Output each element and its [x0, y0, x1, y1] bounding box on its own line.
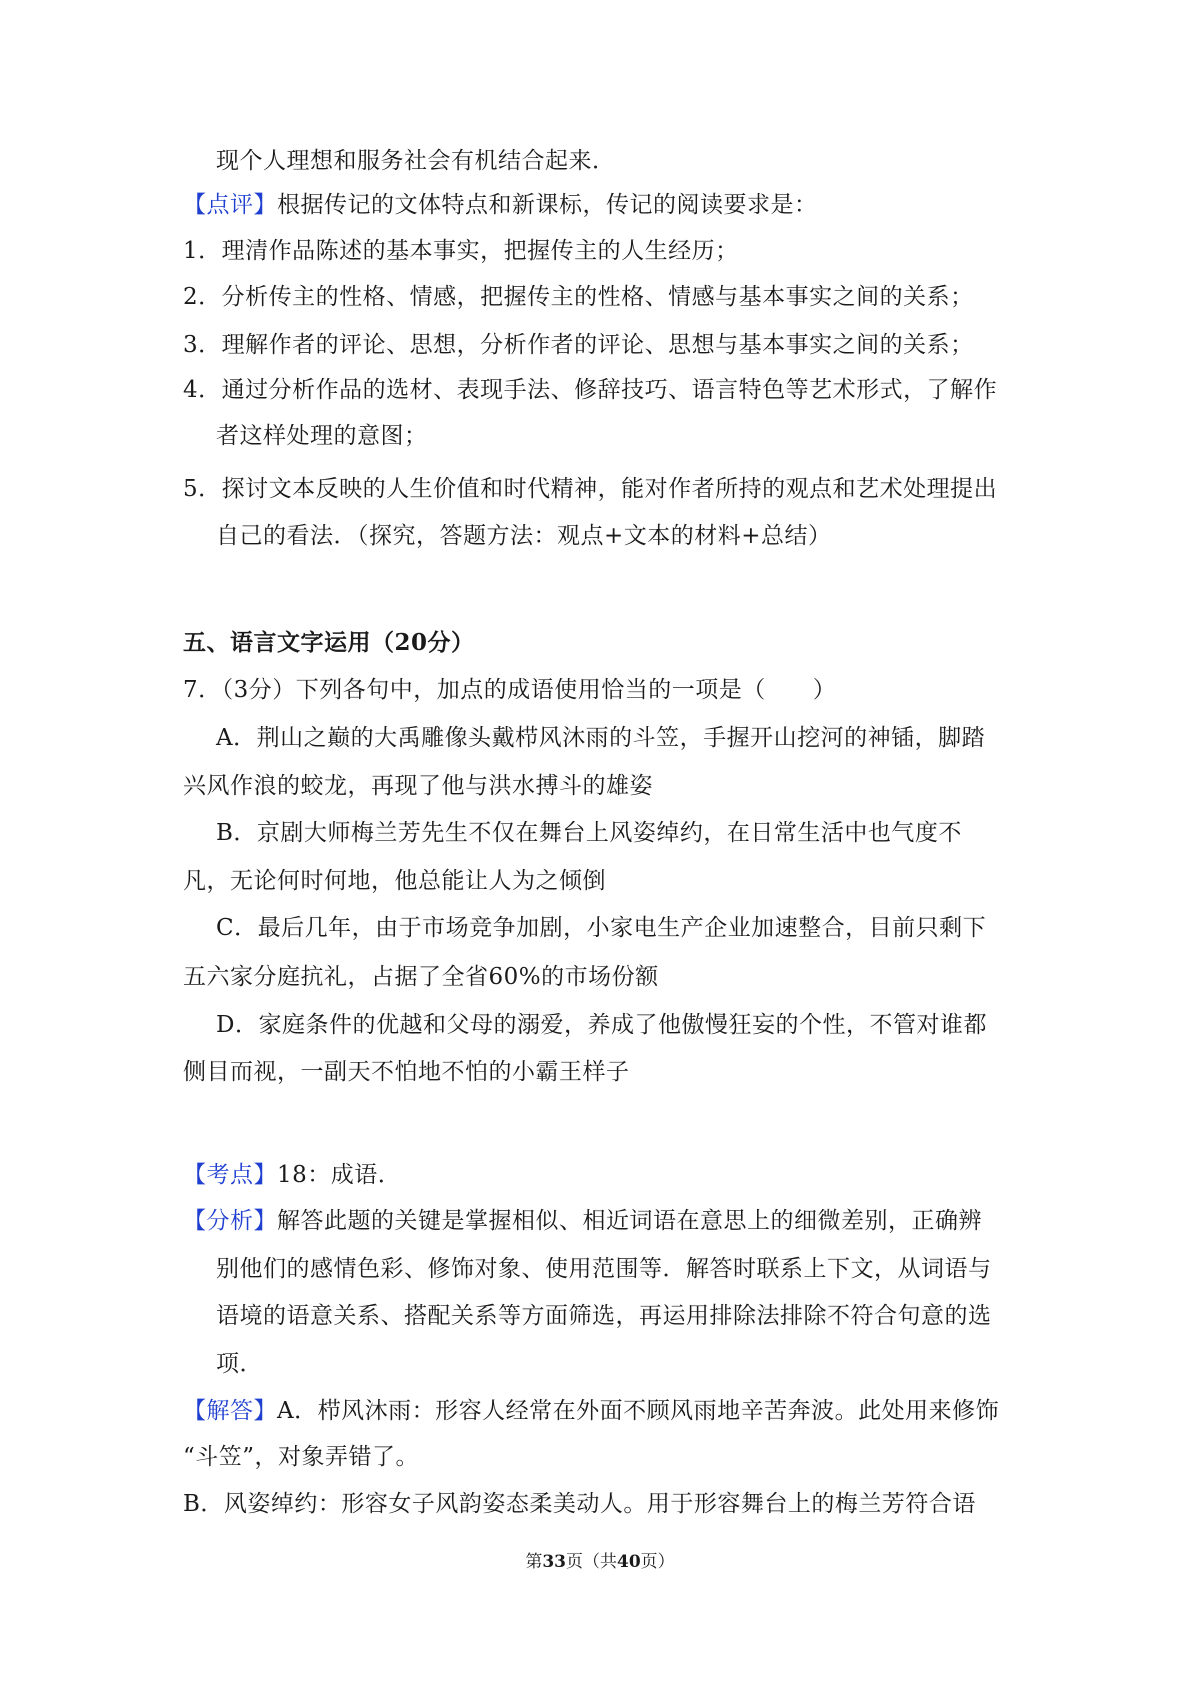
footer-middle: 页（共 [566, 1552, 617, 1572]
fenxi-paragraph [183, 1206, 982, 1236]
option-c-cont: 五六家分庭抗礼，占据了全省60%的市场份额 [183, 964, 659, 990]
jieda-paragraph [183, 1396, 999, 1426]
requirement-2: 2．分析传主的性格、情感，把握传主的性格、情感与基本事实之间的关系； [183, 284, 974, 310]
jieda-tag: 【解答】 [183, 1398, 277, 1424]
option-b-cont: 凡，无论何时何地，他总能让人为之倾倒 [183, 868, 606, 894]
requirement-5: 5．探讨文本反映的人生价值和时代精神，能对作者所持的观点和艺术处理提出 [183, 476, 998, 502]
fenxi-cont-1: 别他们的感情色彩、修饰对象、使用范围等．解答时联系上下文，从词语与 [216, 1256, 992, 1282]
fenxi-text: 解答此题的关键是掌握相似、相近词语在意思上的细微差别，正确辨 [277, 1208, 982, 1234]
jieda-b: B．风姿绰约：形容女子风韵姿态柔美动人。用于形容舞台上的梅兰芳符合语 [183, 1491, 976, 1517]
fenxi-tag: 【分析】 [183, 1208, 277, 1234]
comment-text: 根据传记的文体特点和新课标，传记的阅读要求是： [277, 192, 818, 218]
text-line: 现个人理想和服务社会有机结合起来． [216, 148, 616, 174]
requirement-4: 4．通过分析作品的选材、表现手法、修辞技巧、语言特色等艺术形式，了解作 [183, 377, 998, 403]
option-a: A．荆山之巅的大禹雕像头戴栉风沐雨的斗笠，手握开山挖河的神锸，脚踏 [216, 725, 986, 751]
fenxi-cont-2: 语境的语意关系、搭配关系等方面筛选，再运用排除法排除不符合句意的选 [216, 1303, 992, 1329]
section-heading: 五、语言文字运用（20分） [183, 629, 475, 656]
kaodian-paragraph [183, 1160, 401, 1190]
jieda-cont: “斗笠”，对象弄错了。 [183, 1444, 420, 1470]
kaodian-text: 18：成语． [277, 1162, 402, 1188]
footer-suffix: 页） [640, 1552, 675, 1572]
footer-prefix: 第 [525, 1552, 543, 1572]
option-d-cont: 侧目而视，一副天不怕地不怕的小霸王样子 [183, 1059, 630, 1085]
page-number: 33 [542, 1552, 566, 1572]
question-7: 7．（3分）下列各句中，加点的成语使用恰当的一项是（ ） [183, 677, 837, 703]
fenxi-cont-3: 项． [216, 1351, 263, 1377]
total-pages: 40 [617, 1552, 641, 1572]
comment-tag: 【点评】 [183, 192, 277, 218]
requirement-3: 3．理解作者的评论、思想，分析作者的评论、思想与基本事实之间的关系； [183, 332, 974, 358]
option-a-cont: 兴风作浪的蛟龙，再现了他与洪水搏斗的雄姿 [183, 773, 653, 799]
requirement-4-cont: 者这样处理的意图； [216, 423, 428, 449]
kaodian-tag: 【考点】 [183, 1162, 277, 1188]
jieda-text: A．栉风沐雨：形容人经常在外面不顾风雨地辛苦奔波。此处用来修饰 [277, 1398, 1000, 1424]
page-footer [0, 1551, 1200, 1573]
requirement-1: 1．理清作品陈述的基本事实，把握传主的人生经历； [183, 238, 739, 264]
comment-paragraph [183, 190, 818, 220]
requirement-5-cont: 自己的看法．（探究，答题方法：观点+文本的材料+总结） [216, 523, 832, 549]
option-b: B．京剧大师梅兰芳先生不仅在舞台上风姿绰约，在日常生活中也气度不 [216, 820, 962, 846]
option-d: D．家庭条件的优越和父母的溺爱，养成了他傲慢狂妄的个性，不管对谁都 [216, 1012, 987, 1038]
option-c: C．最后几年，由于市场竞争加剧，小家电生产企业加速整合，目前只剩下 [216, 915, 987, 941]
